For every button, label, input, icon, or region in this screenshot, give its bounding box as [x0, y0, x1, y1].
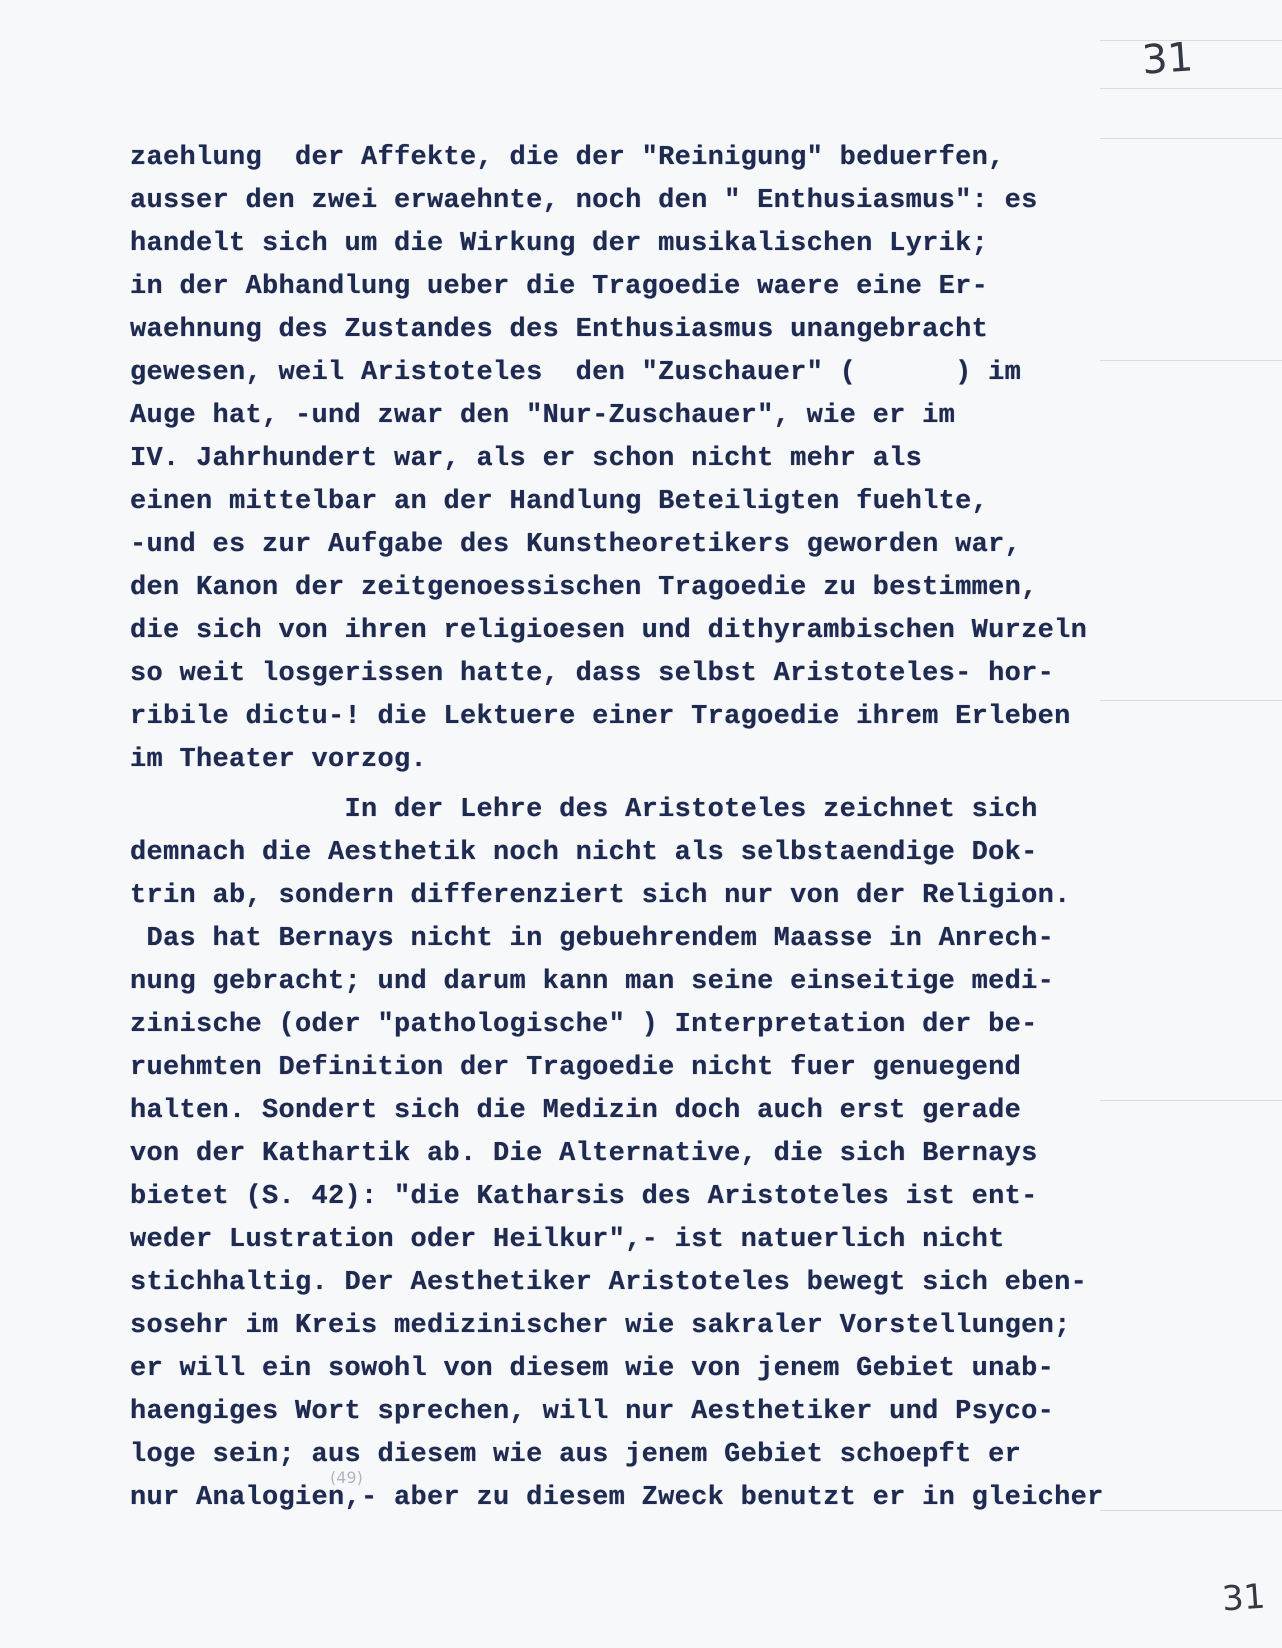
text-line: haengiges Wort sprechen, will nur Aesthetiker und Psyco-: [130, 1397, 1055, 1427]
text-line: sosehr im Kreis medizinischer wie sakraler Vorstellungen;: [130, 1311, 1071, 1341]
text-line: in der Abhandlung ueber die Tragoedie waere eine Er-: [130, 272, 989, 302]
text-line: Das hat Bernays nicht in gebuehrendem Maasse in Anrech-: [130, 924, 1055, 954]
text-line: den Kanon der zeitgenoessischen Tragoedie zu bestimmen,: [130, 573, 1038, 603]
text-line: -und es zur Aufgabe des Kunstheoretikers geworden war,: [130, 530, 1022, 560]
text-line: bietet (S. 42): "die Katharsis des Aristoteles ist ent-: [130, 1182, 1038, 1212]
text-line: nung gebracht; und darum kann man seine einseitige medi-: [130, 967, 1055, 997]
text-line: so weit losgerissen hatte, dass selbst Aristoteles- hor-: [130, 659, 1055, 689]
text-line: ruehmten Definition der Tragoedie nicht fuer genuegend: [130, 1053, 1022, 1083]
text-line: handelt sich um die Wirkung der musikalischen Lyrik;: [130, 229, 989, 259]
text-line: IV. Jahrhundert war, als er schon nicht mehr als: [130, 444, 923, 474]
page-number-bottom: 31: [1220, 1576, 1267, 1620]
text-line: trin ab, sondern differenziert sich nur von der Religion.: [130, 881, 1071, 911]
text-line: nur Analogien,- aber zu diesem Zweck benutzt er in gleicher: [130, 1483, 1104, 1513]
text-line: halten. Sondert sich die Medizin doch auch erst gerade: [130, 1096, 1022, 1126]
text-line: Auge hat, -und zwar den "Nur-Zuschauer", wie er im: [130, 401, 956, 431]
text-line: zaehlung der Affekte, die der "Reinigung" beduerfen,: [130, 143, 1005, 173]
text-line: im Theater vorzog.: [130, 745, 428, 775]
text-line: loge sein; aus diesem wie aus jenem Gebiet schoepft er: [130, 1440, 1022, 1470]
text-line: demnach die Aesthetik noch nicht als selbstaendige Dok-: [130, 838, 1038, 868]
margin-note: (49): [330, 1468, 363, 1487]
text-line: In der Lehre des Aristoteles zeichnet sich: [130, 795, 1038, 825]
text-line: stichhaltig. Der Aesthetiker Aristoteles bewegt sich eben-: [130, 1268, 1088, 1298]
text-line: von der Kathartik ab. Die Alternative, die sich Bernays: [130, 1139, 1038, 1169]
page-number-top: 31: [1140, 34, 1195, 84]
text-line: zinische (oder "pathologische" ) Interpretation der be-: [130, 1010, 1038, 1040]
text-line: weder Lustration oder Heilkur",- ist natuerlich nicht: [130, 1225, 1005, 1255]
text-line: er will ein sowohl von diesem wie von jenem Gebiet unab-: [130, 1354, 1055, 1384]
text-line: waehnung des Zustandes des Enthusiasmus unangebracht: [130, 315, 989, 345]
text-line: gewesen, weil Aristoteles den "Zuschauer" ( ) im: [130, 358, 1022, 388]
text-line: ausser den zwei erwaehnte, noch den " Enthusiasmus": es: [130, 186, 1038, 216]
text-line: die sich von ihren religioesen und dithyrambischen Wurzeln: [130, 616, 1088, 646]
text-line: einen mittelbar an der Handlung Beteiligten fuehlte,: [130, 487, 989, 517]
text-line: ribile dictu-! die Lektuere einer Tragoedie ihrem Erleben: [130, 702, 1071, 732]
